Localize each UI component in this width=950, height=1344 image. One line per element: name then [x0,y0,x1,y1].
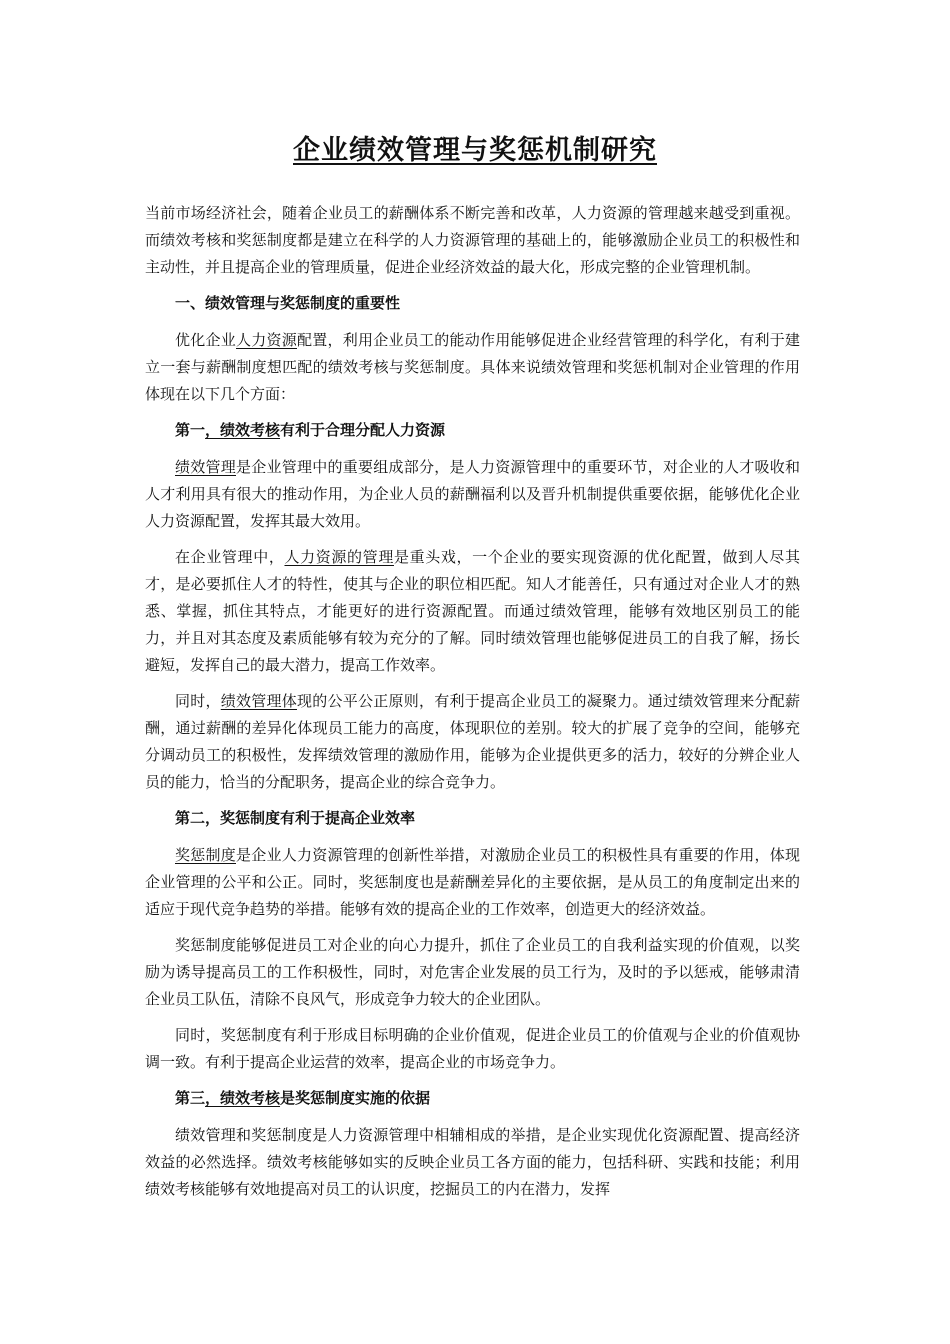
sub1-paragraph-2: 在企业管理中，人力资源的管理是重头戏，一个企业的要实现资源的优化配置，做到人尽其才，是必要抓住人才的特性，使其与企业的职位相匹配。知人才能善任，只有通过对企业人才的熟悉、掌握，抓住其特点，才能更好的进行资源配置。而通过绩效管理，能够有效地区别员工的能力，并且对其态度及素质能够有较为充分的了解。同时绩效管理也能够促进员工的自我了解，扬长避短，发挥自己的最大潜力，提高工作效率。 [145,548,800,674]
subheading-first: 第一，绩效考核有利于合理分配人力资源 [175,421,446,439]
subheading-second: 第二，奖惩制度有利于提高企业效率 [175,809,416,827]
performance-management-link[interactable]: 绩效管理 [175,458,236,476]
reward-punishment-link[interactable]: 奖惩制度 [175,846,236,864]
sub1-paragraph-3: 同时，绩效管理体现的公平公正原则，有利于提高企业员工的凝聚力。通过绩效管理来分配薪酬，通过薪酬的差异化体现员工能力的高度，体现职位的差别。较大的扩展了竞争的空间，能够充分调动员工的积极性，发挥绩效管理的激励作用，能够为企业提供更多的活力，较好的分辨企业人员的能力，恰当的分配职务，提高企业的综合竞争力。 [145,692,800,791]
sub3-paragraph-1: 绩效管理和奖惩制度是人力资源管理中相辅相成的举措，是企业实现优化资源配置、提高经济效益的必然选择。绩效考核能够如实的反映企业员工各方面的能力，包括科研、实践和技能；利用绩效考核能够有效地提高对员工的认识度，挖掘员工的内在潜力，发挥 [145,1126,800,1198]
subheading-third: 第三，绩效考核是奖惩制度实施的依据 [175,1089,431,1107]
document-body [145,200,800,1212]
performance-review-link[interactable]: ，绩效考核 [205,421,281,439]
sub2-paragraph-1: 奖惩制度是企业人力资源管理的创新性举措，对激励企业员工的积极性具有重要的作用，体现企业管理的公平和公正。同时，奖惩制度也是薪酬差异化的主要依据，是从员工的角度制定出来的适应于现代竞争趋势的举措。能够有效的提高企业的工作效率，创造更大的经济效益。 [145,846,800,918]
hr-link[interactable]: 人力资源 [236,331,297,349]
section1-paragraph: 优化企业人力资源配置，利用企业员工的能动作用能够促进企业经营管理的科学化，有利于建立一套与薪酬制度想匹配的绩效考核与奖惩制度。具体来说绩效管理和奖惩机制对企业管理的作用体现在以下几个方面： [145,331,800,403]
hr-management-link[interactable]: 人力资源的管理 [284,548,394,566]
performance-review-link-2[interactable]: ，绩效考核 [205,1089,281,1107]
intro-paragraph: 当前市场经济社会，随着企业员工的薪酬体系不断完善和改革，人力资源的管理越来越受到重视。而绩效考核和奖惩制度都是建立在科学的人力资源管理的基础上的，能够激励企业员工的积极性和主动性，并且提高企业的管理质量，促进企业经济效益的最大化，形成完整的企业管理机制。 [145,204,800,276]
section-heading-importance: 一、绩效管理与奖惩制度的重要性 [175,294,401,312]
sub2-paragraph-3: 同时，奖惩制度有利于形成目标明确的企业价值观，促进企业员工的价值观与企业的价值观协调一致。有利于提高企业运营的效率，提高企业的市场竞争力。 [145,1026,800,1071]
sub1-paragraph-1: 绩效管理是企业管理中的重要组成部分，是人力资源管理中的重要环节，对企业的人才吸收和人才利用具有很大的推动作用，为企业人员的薪酬福利以及晋升机制提供重要依据，能够优化企业人力资源配置，发挥其最大效用。 [145,458,800,530]
sub2-paragraph-2: 奖惩制度能够促进员工对企业的向心力提升，抓住了企业员工的自我利益实现的价值观，以奖励为诱导提高员工的工作积极性，同时，对危害企业发展的员工行为，及时的予以惩戒，能够肃清企业员工队伍，清除不良风气，形成竞争力较大的企业团队。 [145,936,800,1008]
performance-system-link[interactable]: 绩效管理体 [220,692,297,710]
document-title: 企业绩效管理与奖惩机制研究 [293,135,657,166]
